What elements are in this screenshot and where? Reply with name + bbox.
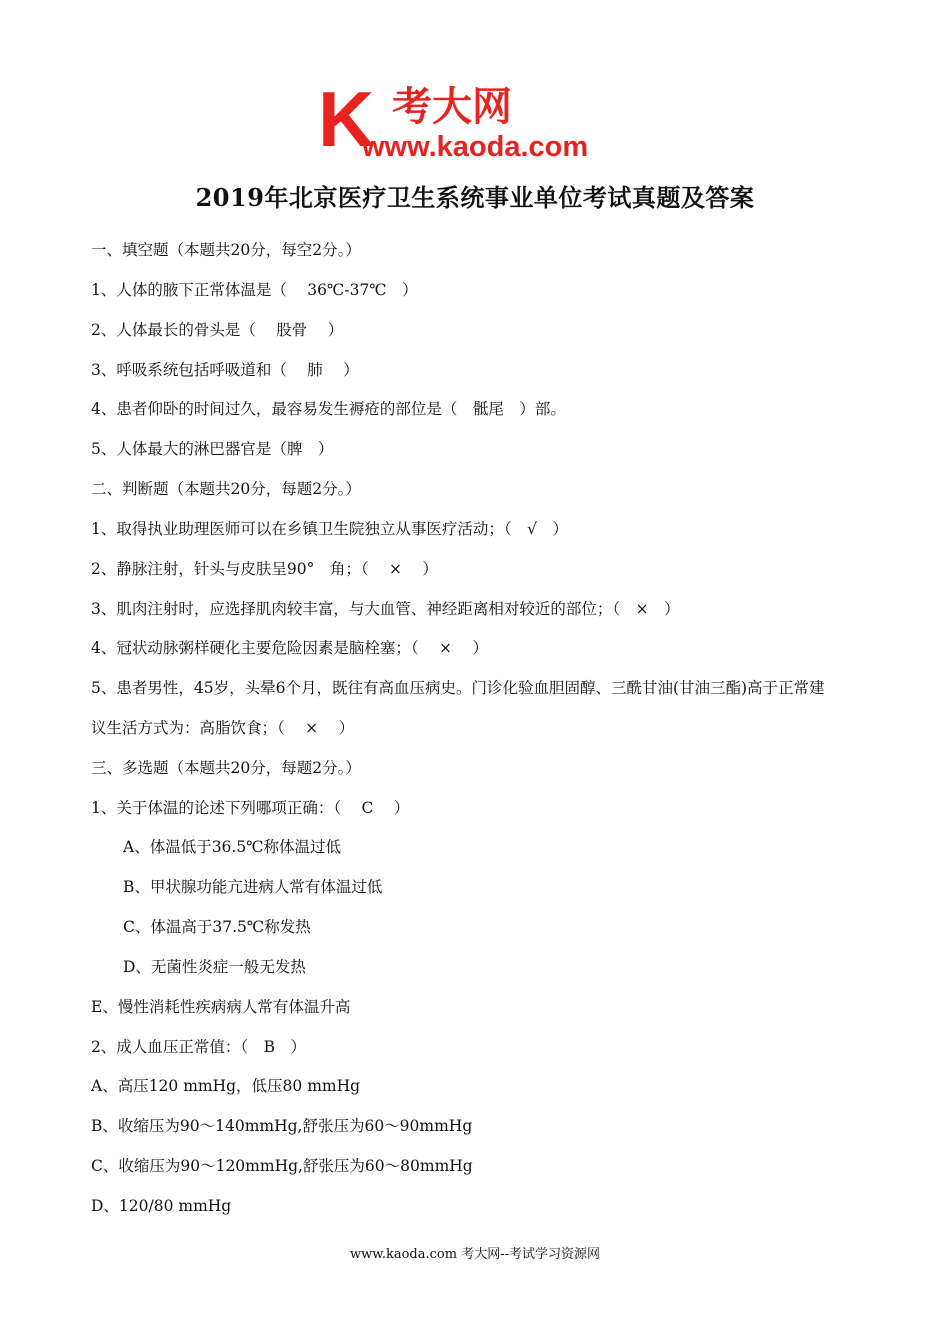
logo-name: 考大网 — [392, 84, 512, 130]
section-header: 一、填空题（本题共20分，每空2分。） — [91, 241, 361, 259]
question-line: 5、人体最大的淋巴器官是（脾 ） — [91, 440, 334, 458]
answer-option: C、体温高于37.5℃称发热 — [123, 918, 311, 936]
answer-option: D、无菌性炎症一般无发热 — [123, 958, 306, 976]
question-line: 2、成人血压正常值：（ B ） — [91, 1038, 307, 1056]
answer-option: B、甲状腺功能亢进病人常有体温过低 — [123, 878, 383, 896]
section-header: 三、多选题（本题共20分，每题2分。） — [91, 759, 361, 777]
question-line: 5、患者男性，45岁，头晕6个月，既往有高血压病史。门诊化验血胆固醇、三酰甘油(甘油三酯)高于正常建 — [91, 679, 825, 697]
question-line: 2、人体最长的骨头是（ 股骨 ） — [91, 321, 344, 339]
question-line: 3、呼吸系统包括呼吸道和（ 肺 ） — [91, 361, 359, 379]
question-line: 1、人体的腋下正常体温是（ 36℃-37℃ ） — [91, 281, 418, 299]
answer-option: C、收缩压为90～120mmHg,舒张压为60～80mmHg — [91, 1157, 473, 1175]
answer-option: D、120/80 mmHg — [91, 1197, 232, 1215]
kaoda-logo — [318, 80, 638, 162]
answer-option: B、收缩压为90～140mmHg,舒张压为60～90mmHg — [91, 1117, 473, 1135]
question-line: 4、患者仰卧的时间过久，最容易发生褥疮的部位是（ 骶尾 ）部。 — [91, 400, 566, 418]
question-line: 2、静脉注射，针头与皮肤呈90° 角；（ × ） — [91, 560, 438, 578]
logo-url: www.kaoda.com — [362, 131, 589, 162]
question-line: 1、关于体温的论述下列哪项正确：（ C ） — [91, 799, 410, 817]
section-header: 二、判断题（本题共20分，每题2分。） — [91, 480, 361, 498]
logo-mark: K — [318, 80, 375, 162]
page-footer: www.kaoda.com 考大网--考试学习资源网 — [350, 1247, 600, 1262]
answer-option: E、慢性消耗性疾病病人常有体温升高 — [91, 998, 351, 1016]
answer-option: A、高压120 mmHg，低压80 mmHg — [91, 1077, 361, 1095]
answer-option: A、体温低于36.5℃称体温过低 — [123, 838, 342, 856]
question-line-continued: 议生活方式为：高脂饮食；（ × ） — [91, 719, 355, 737]
page-title: 2019年北京医疗卫生系统事业单位考试真题及答案 — [195, 183, 755, 212]
kaoda-logo-graphic — [318, 80, 638, 162]
question-line: 4、冠状动脉粥样硬化主要危险因素是脑栓塞；（ × ） — [91, 639, 488, 657]
question-line: 1、取得执业助理医师可以在乡镇卫生院独立从事医疗活动；（ √ ） — [91, 520, 568, 538]
question-line: 3、肌肉注射时，应选择肌肉较丰富，与大血管、神经距离相对较近的部位；（ × ） — [91, 600, 680, 618]
